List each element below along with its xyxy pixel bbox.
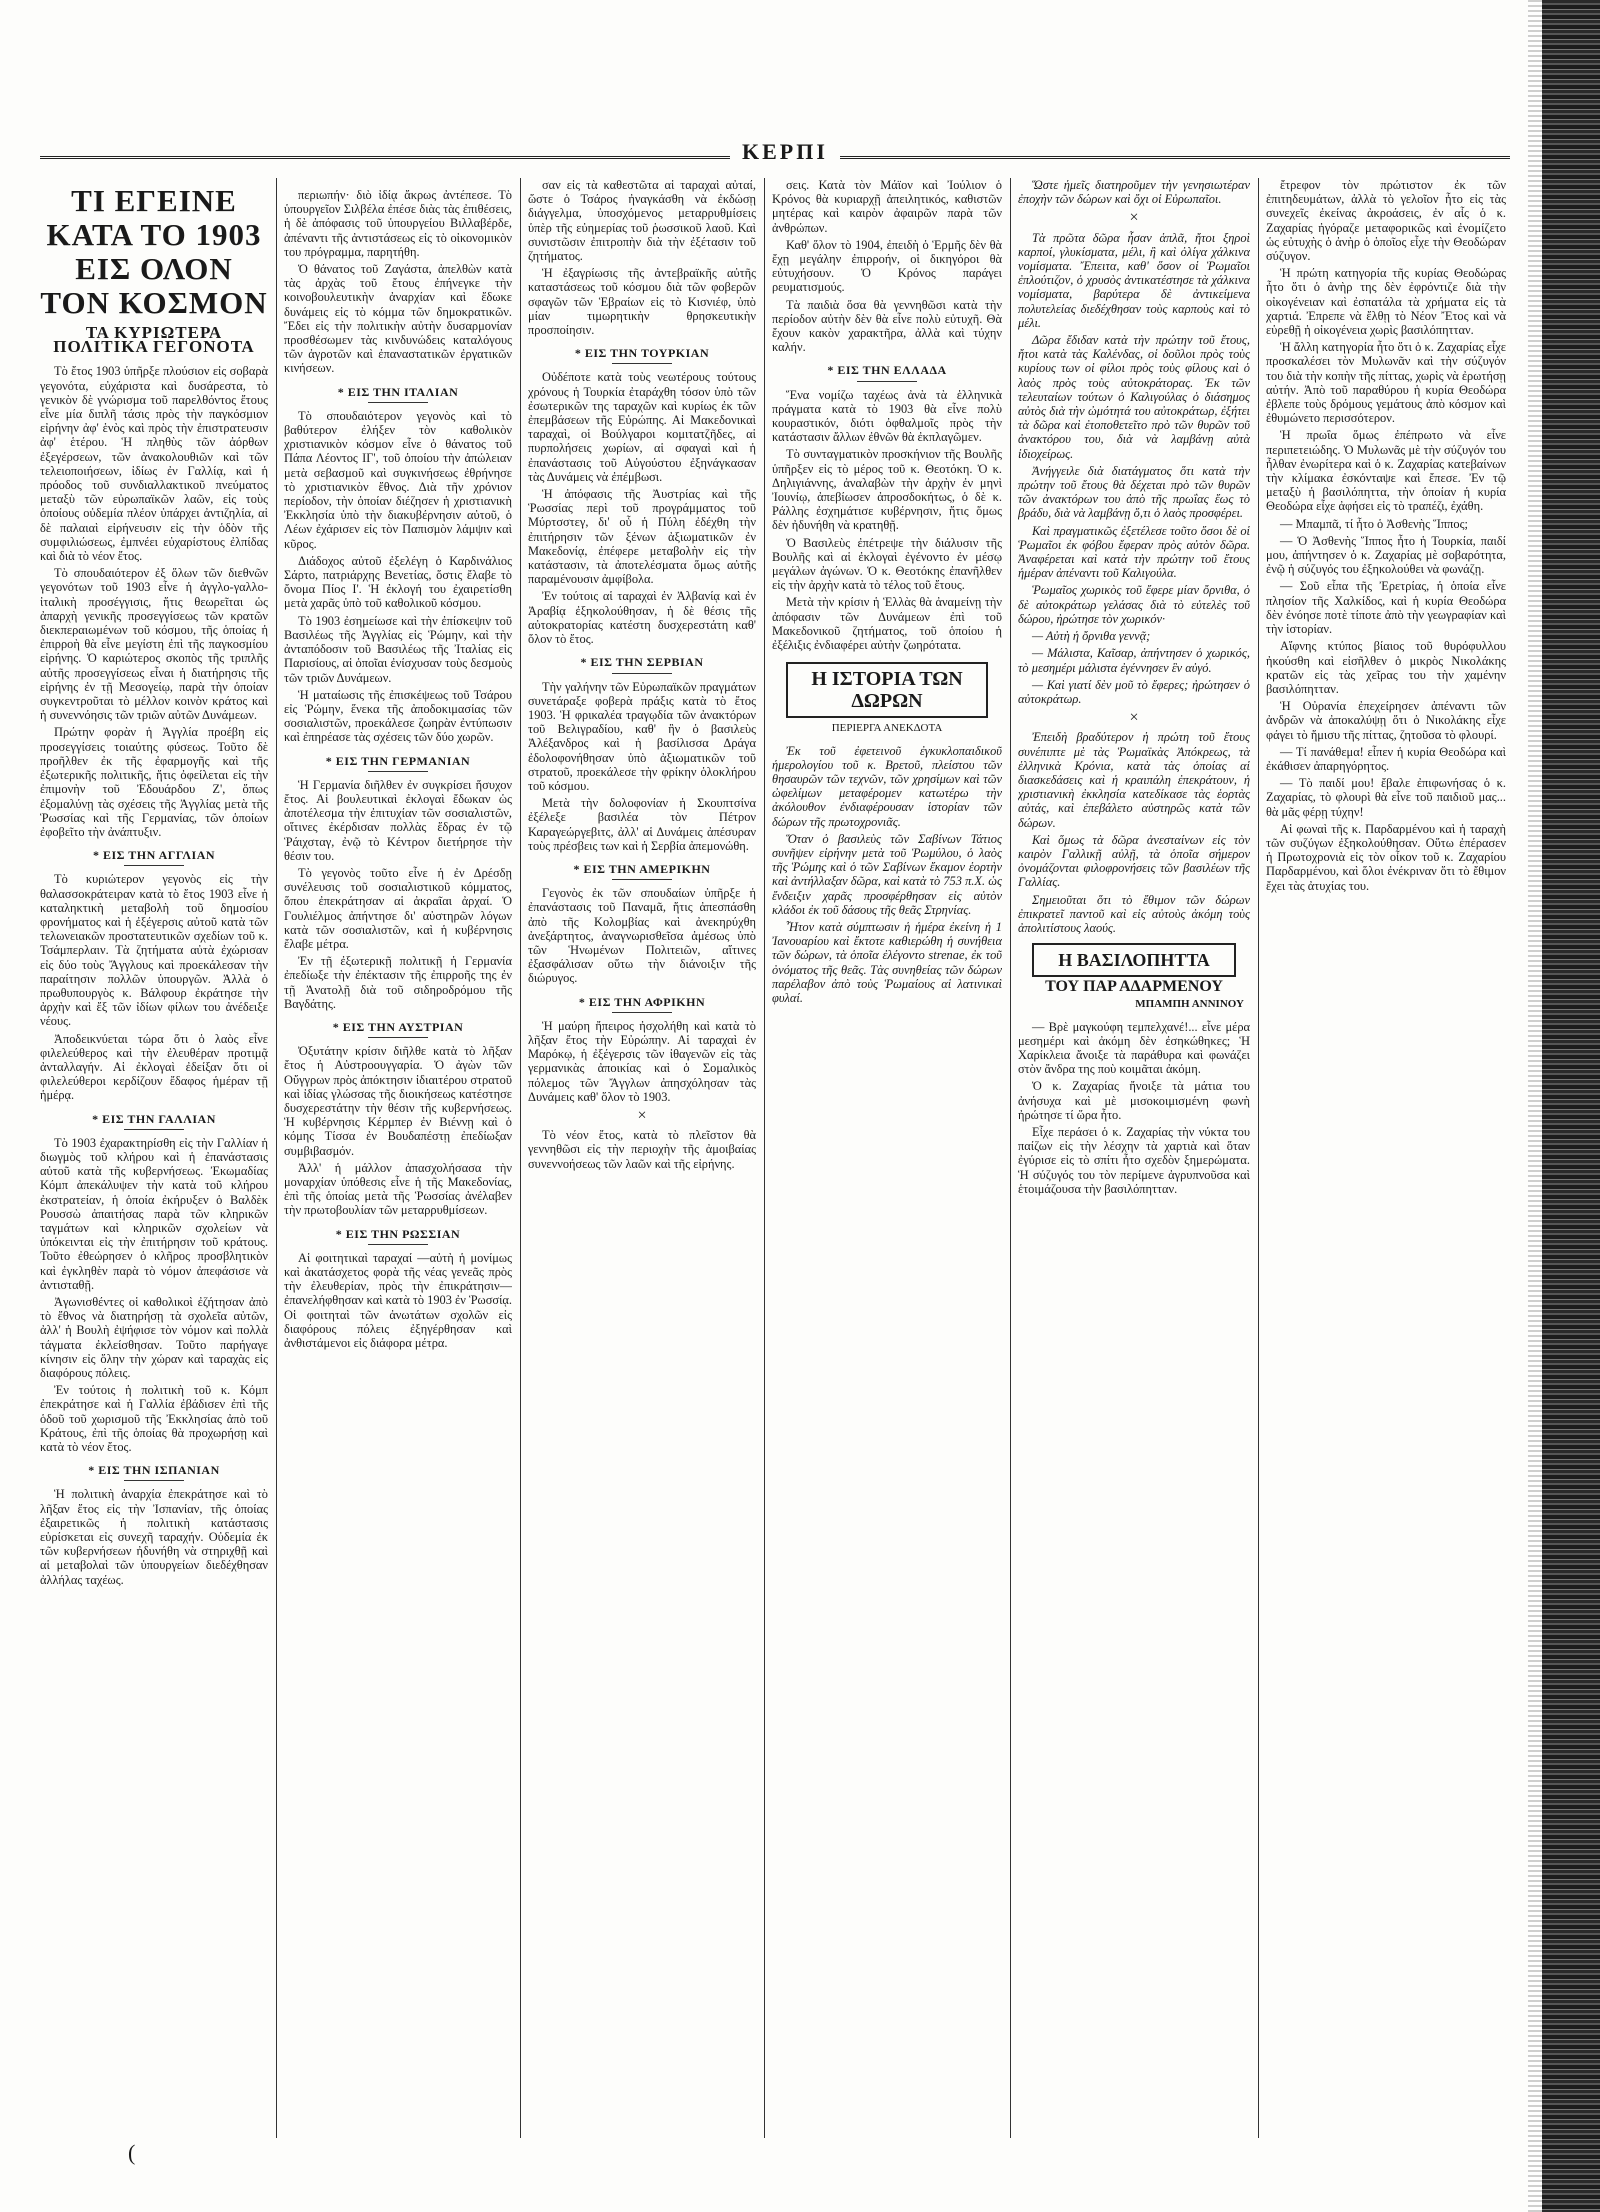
- column-divider: [764, 178, 765, 2138]
- paragraph: — Καὶ γιατί δὲν μοῦ τὸ ἔφερες; ἠρώτησεν ὁ αὐτοκράτωρ.: [1018, 677, 1250, 706]
- paragraph: — Μπαμπᾶ, τί ἦτο ὁ Ἀσθενὴς Ἵππος;: [1280, 516, 1468, 531]
- paragraph: Αἴφνης κτύπος βίαιος τοῦ θυρόφυλλου ἠκούσθη καὶ εἰσῆλθεν ὁ μικρὸς Νικολάκης κρατῶν εἰς τὰς χεῖρας του τὴν χαμένην βασιλόπητταν.: [1266, 639, 1506, 696]
- paragraph: Τὰ πρῶτα δῶρα ἦσαν ἁπλᾶ, ἤτοι ξηροὶ καρποί, γλυκίσματα, μέλι, ἢ καὶ ὀλίγα χάλκινα νομίσματα. Ἔπειτα, καθ' ὅσον οἱ Ῥωμαῖοι ἐπλούτιζον, ὁ χρυσὸς ἀντικατέστησε τὰ χάλκινα νομίσματα, βαρύτερα δὲ ἀντικείμενα πολυτελείας διεδέχθησαν τοὺς καρποὺς καὶ τὸ μέλι.: [1018, 230, 1250, 330]
- paragraph: Ἀποδεικνύεται τώρα ὅτι ὁ λαὸς εἶνε φιλελεύθερος καὶ τὴν ἐλευθέραν προτιμᾷ ἀνταλλαγήν. Αἱ ἐκλογαὶ ἐδείξαν ὅτι οἱ φιλελεύθεροι κερδίζουν ἔδαφος ἡμέραν τῇ ἡμέρᾳ.: [40, 1031, 268, 1103]
- story-title-line2: ΤΟΥ ΠΑΡ ΑΔΑΡΜΕΝΟΥ: [1045, 978, 1223, 996]
- paragraph: — Αὐτὴ ἡ ὄρνιθα γεννᾷ;: [1032, 629, 1151, 644]
- page-edge-shadow: [1528, 0, 1542, 2212]
- section-heading-greece: * ΕΙΣ ΤΗΝ ΕΛΛΑΔΑ: [772, 363, 1002, 381]
- paragraph: σαν εἰς τὰ καθεστῶτα αἱ ταραχαὶ αὐταί, ὥστε ὁ Τσάρος ἠναγκάσθη νὰ ἐκδώσῃ διάγγελμα, ὑποσχόμενος μεταρρυθμίσεις ὑπὲρ τῆς εὐημερίας τοῦ ῥωσσικοῦ λαοῦ. Καὶ συνιστῶσιν ἐπιτροπὴν διὰ τὴν ἐξέτασιν τοῦ ζητήματος.: [528, 178, 756, 264]
- story-byline: ΜΠΑΜΠΗ ΑΝΝΙΝΟΥ: [1135, 998, 1244, 1011]
- paragraph: Μετὰ τὴν δολοφονίαν ἡ Σκουπτσίνα ἐξέλεξε βασιλέα τὸν Πέτρον Καραγεώργεβιτς, ἀλλ' αἱ Δυνάμεις ἀπέσυραν τοὺς πρέσβεις των καὶ ἡ Σερβία ἀπεμονώθη.: [528, 796, 756, 853]
- paragraph: Ἡ ἄλλη κατηγορία ἦτο ὅτι ὁ κ. Ζαχαρίας εἶχε προσκαλέσει τὸν Μυλωνᾶν καὶ τὴν σύζυγόν του διὰ τὴν κοπὴν τῆς πίττας, χωρὶς νὰ ἐρωτήσῃ αὐτήν. Ἀπὸ τοῦ παραθύρου ἡ κυρία Θεοδώρα ἐβλεπε τοὺς δρόμους γεμάτους ἀπὸ κόσμον καὶ ἐθυμώνετο περισσότερον.: [1266, 340, 1506, 426]
- column-2: [284, 188, 512, 2148]
- separator-cross: ×: [1129, 709, 1139, 727]
- column-divider: [1258, 178, 1259, 2138]
- paragraph: Ῥωμαῖος χωρικὸς τοῦ ἔφερε μίαν ὄρνιθα, ὁ δὲ αὐτοκράτωρ γελάσας διὰ τὸ εὐτελὲς τοῦ δώρου, ἠρώτησε τὸν χωρικόν·: [1018, 583, 1250, 626]
- paragraph: Ὅταν ὁ βασιλεὺς τῶν Σαβίνων Τάτιος συνῆψεν εἰρήνην μετὰ τοῦ Ῥωμύλου, ὁ λαὸς τῆς Ῥώμης καὶ ὁ τῶν Σαβίνων ἔκαμον ἑορτὴν καὶ ἀντήλλαξαν δῶρα, καὶ κατὰ τὸ 753 π.Χ. ὡς ἔνδειξιν χαρᾶς προσφέρθησαν εἰς αὐτὸν κλάδοι ἐκ τοῦ δάσους τῆς θεᾶς Στρηνίας.: [772, 831, 1002, 917]
- masthead-title: ΚΕΡΠΙ: [730, 139, 840, 165]
- paragraph: Ἐπειδὴ βραδύτερον ἡ πρώτη τοῦ ἔτους συνέπιπτε μὲ τὰς Ῥωμαϊκὰς Ἀπόκρεως, τὰ ἑλληνικὰ Κρόνια, κατὰ τὰς ὁποίας αἱ διασκεδάσεις καὶ ἡ κραιπάλη ἐπεκράτουν, ἡ χριστιανικὴ ἐκκλησία κατεδίκασε τὰς ἑορτὰς αὐτάς, καὶ ἐπεβάλετο αὐστηρῶς κατὰ τῶν δώρων.: [1018, 730, 1250, 830]
- paragraph: Ἐν τῇ ἐξωτερικῇ πολιτικῇ ἡ Γερμανία ἐπεδίωξε τὴν ἐπέκτασιν τῆς ἐπιρροῆς της ἐν τῇ Ἀνατολῇ διὰ τοῦ σιδηροδρόμου τῆς Βαγδάτης.: [284, 954, 512, 1011]
- paragraph: Ἡ ματαίωσις τῆς ἐπισκέψεως τοῦ Τσάρου εἰς Ῥώμην, ἕνεκα τῆς ἀποδοκιμασίας τῶν σοσιαλιστῶν, προεκάλεσε ζωηρὰν ἐντύπωσιν καὶ ἐπηρέασε τὰς σχέσεις τῶν δύο χωρῶν.: [284, 687, 512, 745]
- paragraph: Τὸ κυριώτερον γεγονὸς εἰς τὴν θαλασσοκράτειραν κατὰ τὸ ἔτος 1903 εἶνε ἡ καταληκτικὴ μεταβολὴ τοῦ δημοσίου φρονήματος καὶ ἡ ἐξέγερσις αὐτοῦ κατὰ τῶν τελωνειακῶν προστατευτικῶν σχεδίων τοῦ κ. Τσάμπερλαιν. Τὰ ζητήματα αὐτὰ ἐχώρισαν εἰς δύο τοὺς Ἄγγλους καὶ προεκάλεσαν τὴν παραίτησιν πολλῶν ὑπουργῶν. Ἀλλὰ ὁ πρωθυπουργὸς κ. Βάλφουρ ἐκράτησε τὴν ἀρχὴν καὶ ἔξ τῶν ἰδίων φίλων του ἀνέδειξε νέους.: [40, 872, 268, 1029]
- paragraph: Ἀγωνισθέντες οἱ καθολικοὶ ἐζήτησαν ἀπὸ τὸ ἔθνος νὰ διατηρήσῃ τὰ σχολεῖα αὐτῶν, ἀλλ' ἡ Βουλὴ ἐψήφισε τὸν νόμον καὶ πολλὰ τάγματα ἐκλείσθησαν. Τοῦτο παρήγαγε κίνησιν εἰς ὅλην τὴν χώραν καὶ ταραχὰς εἰς διαφόρους πόλεις.: [40, 1295, 268, 1381]
- paragraph: Εἶχε περάσει ὁ κ. Ζαχαρίας τὴν νύκτα του παίζων εἰς τὴν λέσχην τὰ χαρτιὰ καὶ ὅταν ἐγύρισε εἰς τὸ σπίτι ἦτο σχεδὸν ξημερώματα. Ἡ σύζυγός του τὸν περίμενε ἀγρυπνοῦσα καὶ ἑτοιμάζουσα τὴν βασιλόπητταν.: [1018, 1124, 1250, 1196]
- paragraph: — Τὸ παιδί μου! ἔβαλε ἐπιφωνήσας ὁ κ. Ζαχαρίας, τὸ φλουρὶ θὰ εἶνε τοῦ παιδιοῦ μας... θὰ μᾶς φέρῃ τύχην!: [1266, 776, 1506, 819]
- section-heading-austria: * ΕΙΣ ΤΗΝ ΑΥΣΤΡΙΑΝ: [284, 1020, 512, 1038]
- paragraph: Τὸ 1903 ἐχαρακτηρίσθη εἰς τὴν Γαλλίαν ἡ διωγμὸς τοῦ κλήρου καὶ ἡ ἐπανάστασις αὐτοῦ κατὰ τῆς κυβερνήσεως. Ἐκωμαδίας Κόμπ ἀπεκάλυψεν τὴν κατὰ τοῦ κλήρου ἐκστρατείαν, ἡ ὁποία ἐκήρυξεν ὁ Βαλδὲκ Ρουσσὼ ἀπαιτήσας παρὰ τῶν κληρικῶν ταγμάτων καὶ κληρικῶν σχολείων νὰ ὑπόκεινται εἰς τὴν ἐπιτήρησιν τοῦ κράτους. Τοῦτο ἐθεώρησεν ὁ κλῆρος προσβλητικὸν καὶ ἐγκληθὲν παρὰ τὸ νόμον ἀπεφάσισε νὰ ἀντισταθῇ.: [40, 1135, 268, 1292]
- gifts-article-body: [772, 744, 1002, 1006]
- paragraph: Ἡ πρωΐα ὅμως ἐπέπρωτο νὰ εἶνε περιπετειώδης. Ὁ Μυλωνᾶς μὲ τὴν σύζυγόν του ἦλθαν ἐνωρίτερα καὶ ὁ κ. Ζαχαρίας κατεβαίνων τὴν κλίμακα ἐσκόνταψε καὶ ἔπεσε. Ἐν τῷ μεταξὺ ἡ βασιλόπηττα, τὴν ὁποίαν ἡ κυρία Θεοδώρα εἶχε ἀφήσει εἰς τὸ τραπέζι, ἐχάθη.: [1266, 428, 1506, 514]
- paragraph: Ἀνήγγειλε διὰ διατάγματος ὅτι κατὰ τὴν πρώτην τοῦ ἔτους θὰ δέχεται πρὸ τῶν θυρῶν τῶν ἀνακτόρων του ἀπὸ τῆς πρωΐας ἕως τὸ βράδυ, διὰ νὰ λαμβάνῃ ὅ,τι ὁ λαὸς προσφέρει.: [1018, 463, 1250, 521]
- paragraph: Αἱ φοιτητικαὶ ταραχαί —αὐτὴ ἡ μονίμως καὶ ἀκατάσχετος φορὰ τῆς νέας γενεᾶς πρὸς τὴν ἐλευθερίαν, πρὸς τὴν ἐπικράτησιν— ἐπανελήφθησαν καὶ κατὰ τὸ 1903 ἐν Ῥωσσίᾳ. Οἱ φοιτηταὶ τῶν ἀνωτάτων σχολῶν εἰς διαφόρους πόλεις ἐξηγέρθησαν καὶ ἀνθιστάμενοι εἰς διάφορα μέτρα.: [284, 1250, 512, 1351]
- masthead: [40, 139, 1510, 169]
- paragraph: Ἀλλ' ἡ μάλλον ἀπασχολήσασα τὴν μοναρχίαν ὑπόθεσις εἶνε ἡ τῆς Μακεδονίας, ἐπὶ τῆς ὁποίας μετὰ τῆς Ῥωσσίας ἀνέλαβεν τὴν πρωτοβουλίαν τῶν μεταρρυθμίσεων.: [284, 1160, 512, 1218]
- paragraph: Ἡ μαύρη ἤπειρος ἠσχολήθη καὶ κατὰ τὸ λῆξαν ἔτος τὴν Εὐρώπην. Αἱ ταραχαὶ ἐν Μαρόκῳ, ἡ ἐξέγερσις τῶν ἰθαγενῶν εἰς τὰς γερμανικὰς ἀποικίας καὶ ὁ Σομαλικὸς πόλεμος τῶν Ἄγγλων ἀπησχόλησαν τὰς Δυνάμεις καθ' ὅλον τὸ 1903.: [528, 1018, 756, 1104]
- paragraph: Σημειοῦται ὅτι τὸ ἔθιμον τῶν δώρων ἐπικρατεῖ παντοῦ καὶ εἰς αὐτοὺς ἀκόμη τοὺς ἀπολιτίστους λαούς.: [1018, 892, 1250, 935]
- column-5: [1018, 178, 1250, 2138]
- paragraph: Πρώτην φορὰν ἡ Ἀγγλία προέβη εἰς προσεγγίσεις τοιαύτης φύσεως. Τοῦτο δὲ προῆλθεν ἐκ τῆς ἐφαρμογῆς καὶ τῆς ἐξωτερικῆς πολιτικῆς, ἥτις ὀφείλεται εἰς τὴν ἐπιμονὴν τοῦ Ἐδουάρδου Ζ', ὅπως ἐξομαλύνῃ τὰς σχέσεις τῆς Ἀγγλίας μετὰ τῆς Ῥωσσίας καὶ τῆς Γερμανίας, τῶν ὁποίων ἐφοβεῖτο τὴν ἀνάπτυξιν.: [40, 725, 268, 839]
- paragraph: Τὰ παιδιὰ ὅσα θὰ γεννηθῶσι κατὰ τὴν περίοδον αὐτὴν δὲν θὰ εἶνε πολὺ εὐτυχῆ. Θὰ ἔχουν κακὸν χαρακτῆρα, ἀλλὰ καὶ τύχην καλήν.: [772, 297, 1002, 355]
- separator-cross: ×: [1129, 209, 1139, 227]
- paragraph: Τὸ σπουδαιότερον ἐξ ὅλων τῶν διεθνῶν γεγονότων τοῦ 1903 εἶνε ἡ ἀγγλο-γαλλο-ἰταλικὴ προσέγγισις, ἥτις θεωρεῖται ὡς ἀπαρχὴ γενικῆς προσεγγίσεως τῶν κρατῶν διεκπεραιωμένων τοῦ κόσμου, τῆς ὁποίας ἡ ἐπιρροὴ θὰ εἶνε μεγίστη ἐπὶ τῆς παγκοσμίου εἰρήνης. Ὁ καριώτερος σκοπὸς τῆς τριπλῆς αὐτῆς προσεγγίσεως εἶναι ἡ διατήρησις τῆς εἰρήνης ἐν τῇ Μεσογείῳ, παρὰ τὴν ὁποίαν συγκεντροῦται τὸ μέλλον κοινὸν κράτος καὶ ἡ συνεννόησις τῶν τριῶν αὐτῶν Δυνάμεων.: [40, 566, 268, 723]
- paragraph: Καὶ πραγματικῶς ἐξετέλεσε τοῦτο ὅσοι δὲ οἱ Ῥωμαῖοι ἐκ φόβου ἔφεραν πρὸς αὐτὸν δῶρα. Ἀναφέρεται καὶ κατὰ τὴν πρώτην τοῦ ἔτους ἡμέραν ἀπέναντι τοῦ Καλιγούλα.: [1018, 523, 1250, 581]
- main-subheadline: ΤΑ ΚΥΡΙΩΤΕΡΑ ΠΟΛΙΤΙΚΑ ΓΕΓΟΝΟΤΑ: [53, 323, 255, 357]
- paragraph: Δῶρα ἔδιδαν κατὰ τὴν πρώτην τοῦ ἔτους, ἤτοι κατὰ τὰς Καλένδας, οἱ δοῦλοι πρὸς τοὺς κυρίους των οἱ φίλοι πρὸς τοὺς φίλους καὶ ὁ λαὸς πρὸς τοὺς αὐτοκράτορας. Ἐκ τῶν τελευταίων τούτων ὁ Καλιγούλας ὁ διάσημος αὐτὸς διὰ τὴν ὠμότητά του αὐτοκράτωρ, ἐξήτει τὰ δῶρα καὶ ἐτοποθετεῖτο πρὸ τῶν θυρῶν τοῦ ἀνακτόρου του, διὰ νὰ λαμβάνῃ αὐτὰ ἰδιοχείρως.: [1018, 333, 1250, 461]
- paragraph: — Μάλιστα, Καῖσαρ, ἀπήντησεν ὁ χωρικός, τὸ μεσημέρι μάλιστα ἐγέννησεν ἓν αὐγό.: [1018, 646, 1250, 675]
- paragraph: Διάδοχος αὐτοῦ ἐξελέγη ὁ Καρδινάλιος Σάρτο, πατριάρχης Βενετίας, ὅστις ἔλαβε τὸ ὄνομα Πίος Ι'. Ἡ ἐκλογή του ἐχαιρετίσθη μετὰ χαρᾶς ὑπὸ τοῦ καθολικοῦ κόσμου.: [284, 553, 512, 611]
- paragraph: Καθ' ὅλον τὸ 1904, ἐπειδὴ ὁ Ἑρμῆς δὲν θὰ ἔχῃ μεγάλην ἐπιρροήν, οἱ δικηγόροι θὰ εὐτυχήσουν. Ὁ Κρόνος παράγει ρευματισμούς.: [772, 237, 1002, 295]
- paragraph: Τὸ συνταγματικὸν προσκήνιον τῆς Βουλῆς ὑπῆρξεν εἰς τὸ μέρος τοῦ κ. Θεοτόκη. Ὁ κ. Δηλιγιάννης, ἀναλαβὼν τὴν ἀρχὴν ἐν μηνὶ Ἰουνίῳ, ἀπεβίωσεν ἀπροσδοκήτως, ὁ δὲ κ. Ράλλης ἐσχημάτισε κυβέρνησιν, ἥτις ὅμως δὲν ἠδυνήθη νὰ κρατηθῇ.: [772, 447, 1002, 533]
- section-heading-serbia: * ΕΙΣ ΤΗΝ ΣΕΡΒΙΑΝ: [528, 655, 756, 673]
- section-heading-africa: * ΕΙΣ ΤΗΝ ΑΦΡΙΚΗΝ: [528, 995, 756, 1013]
- column-divider: [276, 178, 277, 2138]
- paragraph: — Βρὲ μαγκούφη τεμπελχανέ!... εἶνε μέρα μεσημέρι καὶ ἀκόμη δὲν ἐσηκώθηκες; Ἡ Χαρίκλεια ἄνοιξε τὰ παράθυρα καὶ φωνάζει στὸν ἄνδρα της ποὺ κοιμᾶται ἀκόμη.: [1018, 1019, 1250, 1077]
- paragraph: Τὴν γαλήνην τῶν Εὐρωπαϊκῶν πραγμάτων συνετάραξε φοβερὰ πράξις κατὰ τὸ ἔτος 1903. Ἡ φρικαλέα τραγῳδία τῶν ἀνακτόρων τοῦ Βελιγραδίου, καθ' ἣν ὁ βασιλεὺς Ἀλέξανδρος καὶ ἡ βασίλισσα Δράγα ἐδολοφονήθησαν ὑπὸ ἀξιωματικῶν τοῦ στρατοῦ, προεκάλεσε τὴν φρίκην ὁλοκλήρου τοῦ κόσμου.: [528, 679, 756, 793]
- paragraph: Ἐκ τοῦ ἐφετεινοῦ ἐγκυκλοπαιδικοῦ ἡμερολογίου τοῦ κ. Βρετοῦ, πλείστου τῶν θησαυρῶν τῶν τεχνῶν, τῶν χρησίμων καὶ τῶν ὠφελίμων μεταφέρομεν κατωτέρω τὴν ἀκόλουθον ἐνδιαφέρουσαν ἱστορίαν τῶν δώρων τῆς πρωτοχρονιᾶς.: [772, 743, 1002, 829]
- paragraph: Ὁ κ. Ζαχαρίας ἤνοιξε τὰ μάτια του ἀνήσυχα καὶ μὲ μισοκοιμισμένη φωνὴ ἠρώτησε τί ὥρα ἦτο.: [1018, 1079, 1250, 1122]
- paragraph: Ἡ ἐξαγρίωσις τῆς ἀντεβραϊκῆς αὐτῆς καταστάσεως τοῦ κόσμου διὰ τῶν φοβερῶν σφαγῶν τῶν Ἑβραίων εἰς τὸ Κισνιέφ, ὑπὸ μίαν τιμωρητικὴν θρησκευτικὴν προσποίησιν.: [528, 266, 756, 338]
- paragraph: Τὸ σπουδαιότερον γεγονὸς καὶ τὸ βαθύτερον ἐλήξεν τὸν καθολικὸν χριστιανικὸν κόσμον εἶνε ὁ θάνατος τοῦ Πάπα Λέοντος ΙΓ', τοῦ ὁποίου τὴν ἀπώλειαν μετὰ σεβασμοῦ καὶ συγκινήσεως ἐθρήνησε τὸ χριστιανικὸν ἔθνος. Διὰ τῆν χρόνιον περίοδον, τὴν ὁποίαν διέζησεν ἡ χριστιανικὴ Ἐκκλησία ὑπὸ τὴν διακυβέρνησιν αὐτοῦ, ὁ Λέων ἐχάρισεν εἰς τὸν Παπισμὸν λάμψιν καὶ κῦρος.: [284, 408, 512, 551]
- column-6: [1266, 178, 1506, 2138]
- paragraph: Τὸ νέον ἔτος, κατὰ τὸ πλεῖστον θὰ γεννηθῶσι εἰς τὴν περιοχὴν τῆς ἀμοιβαίας συνεννοήσεως τῶν λαῶν καὶ τῆς εἰρήνης.: [528, 1128, 756, 1171]
- paragraph: σεις. Κατὰ τὸν Μάϊον καὶ Ἰούλιον ὁ Κρόνος θὰ κυριαρχῇ ἀπειλητικός, καθιστῶν μητέρας καὶ καιρὸν ἀφαιρῶν παρὰ τῶν ἀνθρώπων.: [772, 178, 1002, 235]
- paragraph: Ἕνα νομίζω ταχέως ἀνὰ τὰ ἑλληνικὰ πράγματα κατὰ τὸ 1903 θὰ εἶνε πολὺ κουραστικόν, διότι ὀφθαλμοῖς πρὸς τὴν κατάστασιν ἄλλων ἐθνῶν θὰ ἐκπλαγῶμεν.: [772, 387, 1002, 445]
- section-heading-russia: * ΕΙΣ ΤΗΝ ΡΩΣΣΙΑΝ: [284, 1227, 512, 1245]
- column-3: [528, 178, 756, 2138]
- paragraph: Ἐν τούτοις αἱ ταραχαὶ ἐν Ἀλβανίᾳ καὶ ἐν Ἀραβίᾳ ἐξηκολούθησαν, ἡ δὲ θέσις τῆς αὐτοκρατορίας κατέστη δυσχερεστάτη καθ' ὅλον τὸ ἔτος.: [528, 589, 756, 647]
- paragraph: περιωπήν· διὸ ἰδίᾳ ἄκρως ἀντέπεσε. Τὸ ὑπουργεῖον Σιλβέλα ἐπέσε διὰς τὰς ἐπιθέσεις, ἡ δὲ ἀπόφασις τοῦ ὑπουργείου Βιλλαβέρδε, ἀπέναντι τῆς ἀντιστάσεως εἰς τὸ οἰκονομικὸν του πρόγραμμα, παρητήθη.: [284, 188, 512, 259]
- paragraph: Τὸ γεγονὸς τοῦτο εἶνε ἡ ἐν Δρέσδῃ συνέλευσις τοῦ σοσιαλιστικοῦ κόμματος, ὅπου ἐπεκράτησαν αἱ ἀκραῖαι ἀρχαί. Ὁ Γουλιέλμος ἀπήντησε δι' αὐστηρῶν λόγων κατὰ τῶν σοσιαλιστῶν, καὶ ἡ κυβέρνησις ἔλαβε μέτρα.: [284, 865, 512, 951]
- paragraph: ἔτρεφον τὸν πρώτιστον ἐκ τῶν ἐπιτηδευμάτων, ἀλλὰ τὸ γελοῖον ἦτο εἰς τὰς συνεχεῖς ἐκείνας ἀκροάσεις, ἐν αἷς ὁ κ. Ζαχαρίας ἠγόραζε μεταφορικῶς καὶ ἐνομίζετο ὡς εὐτυχὴς ὁ ἀνὴρ ὁ ὁποῖος εἶχε τὴν Θεοδώραν σύζυγον.: [1266, 178, 1506, 264]
- scanned-page-edge: [1542, 0, 1600, 2212]
- column-4: [772, 178, 1002, 2138]
- paragraph: Καὶ ὅμως τὰ δῶρα ἀνεσταίνων εἰς τὸν καιρὸν Γαλλικῇ αὐλῇ, τὰ ὁποῖα σήμερον ὀνομάζονται φιλοφρονήσεις τῶν βασιλέων τῆς Γαλλίας.: [1018, 832, 1250, 890]
- paragraph: Ὁ θάνατος τοῦ Ζαγάστα, ἀπελθὼν κατὰ τὰς ἀρχὰς τοῦ ἔτους ἐπήνεγκε τὴν κοινοβουλευτικὴν ἀναρχίαν καὶ ἔδωκε δυνάμεις εἰς τὸ κόμμα τῶν δημοκρατικῶν. Ἔδει εἰς τὴν πολιτικὴν αὐτὴν δυσαρμονίαν προσθέσωμεν τὰς κινδυνώδεις καταλόγους τῶν ἀγροτῶν καὶ ἐπαναστατικῶν ἐργατικῶν κινήσεων.: [284, 262, 512, 376]
- paragraph: — Ὁ Ἀσθενὴς Ἵππος ἦτο ἡ Τουρκία, παιδί μου, ἀπήντησεν ὁ κ. Ζαχαρίας μὲ σοβαρότητα, ἐνῷ ἡ σύζυγός του ἐξηκολούθει νὰ φωνάζῃ.: [1266, 533, 1506, 577]
- column-divider: [520, 178, 521, 2138]
- main-headline-line2: ΕΙΣ ΟΛΟΝ ΤΟΝ ΚΟΣΜΟΝ: [40, 251, 268, 320]
- paragraph: Γεγονὸς ἐκ τῶν σπουδαίων ὑπῆρξε ἡ ἐπανάστασις τοῦ Παναμᾶ, ἥτις ἀπεσπάσθη ἀπὸ τῆς Κολομβίας καὶ ἀνεκηρύχθη ἀνεξάρτητος, ἀναγνωρισθεῖσα ἀμέσως ὑπὸ τῶν Ἡνωμένων Πολιτειῶν, αἵτινες ἐξασφάλισαν οὕτω τὴν διάνοιξιν τῆς διώρυγος.: [528, 886, 756, 986]
- column-divider: [1010, 178, 1011, 2138]
- paragraph: Ἦτον κατὰ σύμπτωσιν ἡ ἡμέρα ἐκείνη ἡ 1 Ἰανουαρίου καὶ ἔκτοτε καθιερώθη ἡ συνήθεια τῶν δώρων, τὰ ὁποῖα ἐλέγοντο strenae, ἐκ τοῦ ὀνόματος τῆς θεᾶς. Τὰς συνηθείας τῶν δώρων παρέλαβον ἀπὸ τοὺς Ῥωμαίους αἱ λατινικαὶ φυλαί.: [772, 919, 1002, 1005]
- main-headline-line1: ΤΙ ΕΓΕΙΝΕ ΚΑΤΑ ΤΟ 1903: [46, 183, 262, 252]
- paragraph: Ἐν τούτοις ἡ πολιτικὴ τοῦ κ. Κόμπ ἐπεκράτησε καὶ ἡ Γαλλία ἐβάδισεν ἐπὶ τῆς ὁδοῦ τοῦ χωρισμοῦ τῆς Ἐκκλησίας ἀπὸ τοῦ Κράτους, ἐπὶ τῆς ὁποίας θὰ προχωρήσῃ καὶ κατὰ τὸ νέον ἔτος.: [40, 1383, 268, 1455]
- section-heading-germany: * ΕΙΣ ΤΗΝ ΓΕΡΜΑΝΙΑΝ: [284, 754, 512, 772]
- paragraph: Ἡ Γερμανία διῆλθεν ἐν συγκρίσει ἥσυχον ἔτος. Αἱ βουλευτικαὶ ἐκλογαὶ ἔδωκαν ὡς ἀποτέλεσμα τὴν ἐπιτυχίαν τῶν σοσιαλιστῶν, οἵτινες ἐκέρδισαν πολλὰς ἕδρας ἐν τῷ Ῥάιχσταγ, ἐνῷ τὸ Κέντρον διετήρησε τὴν θέσιν του.: [284, 777, 512, 863]
- article-columns: [40, 178, 1510, 2138]
- paragraph: Ὀξυτάτην κρίσιν διῆλθε κατὰ τὸ λῆξαν ἔτος ἡ Αὐστροουγγαρία. Ὁ ἀγὼν τῶν Οὔγγρων πρὸς ἀπόκτησιν ἰδιαιτέρου στρατοῦ καὶ ἰδίας γλώσσας τῆς διοικήσεως κατέστησε δυσχερεστάτην τὴν θέσιν τῆς κυβερνήσεως. Ἡ κυβέρνησις Κέρμπερ ἐν Βιέννῃ καὶ ὁ κόμης Τίσσα ἐν Βουδαπέστῃ ἐπεδίωξαν συμβιβασμόν.: [284, 1044, 512, 1158]
- paragraph: Ὁ Βασιλεὺς ἐπέτρεψε τὴν διάλυσιν τῆς Βουλῆς καὶ αἱ ἐκλογαὶ ἐγένοντο ἐν μέσῳ μεγάλων ἀγώνων. Ὁ κ. Θεοτόκης ἐπανῆλθεν εἰς τὴν ἀρχὴν κατὰ τὸ τέλος τοῦ ἔτους.: [772, 535, 1002, 593]
- paragraph: Ἡ πολιτικὴ ἀναρχία ἐπεκράτησε καὶ τὸ λῆξαν ἔτος εἰς τὴν Ἰσπανίαν, τῆς ὁποίας ἐξαιρετικῶς ἡ πολιτικὴ κατάστασις εὑρίσκεται εἰς συνεχῆ ταραχήν. Οὐδεμία ἐκ τῶν κυβερνήσεων ἠδυνήθη νὰ στηριχθῇ καὶ αἱ μεταβολαὶ τῶν ὑπουργείων διεδέχθησαν ἀλλήλας ταχέως.: [40, 1487, 268, 1587]
- separator-cross: ×: [637, 1106, 647, 1124]
- paragraph: Οὐδέποτε κατὰ τοὺς νεωτέρους τούτους χρόνους ἡ Τουρκία ἐταράχθη τόσον ὑπὸ τῶν ἐσωτερικῶν της ταραχῶν καὶ κυρίως ἐκ τῶν ἐπεμβάσεων τῆς Εὐρώπης. Αἱ Μακεδονικαὶ ταραχαὶ, οἱ Βούλγαροι κομιτατζῆδες, αἱ πυρπολήσεις χωρίων, αἱ σφαγαὶ καὶ ἡ ἐπανάστασις τοῦ Αὐγούστου ἐξηνάγκασαν τὰς Δυνάμεις νὰ ἐπέμβωσι.: [528, 370, 756, 484]
- page-corner-mark: (: [128, 2140, 136, 2165]
- paragraph: — Σοῦ εἶπα τῆς Ἐρετρίας, ἡ ὁποία εἶνε πλησίον τῆς Χαλκίδος, καὶ ἡ κυρία Θεοδώρα δὲν ἐνόησε ποτὲ τίποτε ἀπὸ τὴν γεωγραφίαν καὶ τὴν ἱστορίαν.: [1266, 579, 1506, 637]
- paragraph: Ἡ πρώτη κατηγορία τῆς κυρίας Θεοδώρας ἦτο ὅτι ὁ ἀνὴρ της δὲν ἐφρόντιζε διὰ τὴν οἰκογένειαν καὶ ἐσπατάλα τὰ χρήματα εἰς τὰ χαρτιά. Ἐπρεπε νὰ ἔλθῃ τὸ Νέον Ἔτος καὶ νὰ εὑρεθῇ ἡ οἰκογένεια χωρὶς βασιλόπητταν.: [1266, 266, 1506, 338]
- paragraph: Ὥστε ἡμεῖς διατηροῦμεν τὴν γενησιωτέραν ἐποχὴν τῶν δώρων καὶ ὄχι οἱ Εὐρωπαῖοι.: [1018, 178, 1250, 207]
- story-title: Η ΒΑΣΙΛΟΠΗΤΤΑ: [1032, 943, 1236, 977]
- section-heading-spain: * ΕΙΣ ΤΗΝ ΙΣΠΑΝΙΑΝ: [40, 1463, 268, 1481]
- paragraph: Μετὰ τὴν κρίσιν ἡ Ἑλλὰς θὰ ἀναμείνῃ τὴν ἀπόφασιν τῶν Δυνάμεων ἐπὶ τοῦ Μακεδονικοῦ ζητήματος, τοῦ ὁποίου ἡ ἐξέλιξις ἐνδιαφέρει αὐτὴν ζωηρότατα.: [772, 595, 1002, 653]
- section-heading-turkey: * ΕΙΣ ΤΗΝ ΤΟΥΡΚΙΑΝ: [528, 346, 756, 364]
- section-heading-america: * ΕΙΣ ΤΗΝ ΑΜΕΡΙΚΗΝ: [528, 862, 756, 880]
- section-heading-england: * ΕΙΣ ΤΗΝ ΑΓΓΛΙΑΝ: [40, 848, 268, 866]
- gifts-article-subtitle: ΠΕΡΙΕΡΓΑ ΑΝΕΚΔΟΤΑ: [831, 722, 943, 735]
- paragraph: Ἡ Οὐρανία ἐπεχείρησεν ἀπέναντι τῶν ἀνδρῶν νὰ ἀποκαλύψῃ ὅτι ὁ Νικολάκης εἶχε φάγει τὸ ἥμισυ τῆς πίττας, ζητοῦσα τὸ φλουρί.: [1266, 699, 1506, 742]
- paragraph: — Τί πανάθεμα! εἶπεν ἡ κυρία Θεοδώρα καὶ ἐκάθισεν ἀπαρηγόρητος.: [1266, 744, 1506, 773]
- gifts-article-title: Η ΙΣΤΟΡΙΑ ΤΩΝ ΔΩΡΩΝ: [786, 662, 988, 718]
- paragraph: Τὸ 1903 ἐσημείωσε καὶ τὴν ἐπίσκεψιν τοῦ Βασιλέως τῆς Ἀγγλίας εἰς Ῥώμην, καὶ τὴν ἀνταπόδοσιν τοῦ Βασιλέως τῆς Ἰταλίας εἰς Παρισίους, αἱ ὁποῖαι ἐνίσχυσαν τοὺς δεσμοὺς τῶν τριῶν Δυνάμεων.: [284, 613, 512, 685]
- column-1: [40, 178, 268, 2138]
- paragraph: Αἱ φωναὶ τῆς κ. Παρδαρμένου καὶ ἡ ταραχὴ τῶν συζύγων ἐξηκολούθησαν. Οὕτω ἐπέρασεν ἡ Πρωτοχρονιὰ εἰς τὸν οἶκον τοῦ κ. Ζαχαρίου Παρδαρμένου, καὶ ὅλοι ἐνέκριναν ὅτι τὸ ἔθιμον ἔχει τὰς ἀτυχίας του.: [1266, 821, 1506, 893]
- paragraph: Ἡ ἀπόφασις τῆς Ἀυστρίας καὶ τῆς Ῥωσσίας περὶ τοῦ προγράμματος τοῦ Μύρτσστεγ, δι' οὗ ἡ Πύλη ἐδέχθη τὴν ἐπιτήρησιν τῶν ξένων ἀξιωματικῶν ἐν Μακεδονίᾳ, ἐπέφερε μεταβολὴν εἰς τὴν κατάστασιν, τὰ ἀποτελέσματα ὅμως αὐτῆς παραμένουσιν ἀμφίβολα.: [528, 487, 756, 587]
- section-heading-france: * ΕΙΣ ΤΗΝ ΓΑΛΛΙΑΝ: [40, 1112, 268, 1130]
- section-heading-italy: * ΕΙΣ ΤΗΝ ΙΤΑΛΙΑΝ: [284, 385, 512, 403]
- paragraph: Τὸ ἔτος 1903 ὑπῆρξε πλούσιον εἰς σοβαρὰ γεγονότα, εὐχάριστα καὶ δυσάρεστα, τὸ γενικὸν δὲ γνώρισμα τοῦ παρελθόντος ἔτους εἶνε μία διπλῆ τάσις πρὸς τὴν παγκόσμιον εἰρήνην ἀφ' ἑνὸς καὶ πρὸς τὴν ἐπιστρατευσιν ἀφ' ἑτέρου. Ἡ πληθὺς τῶν ἀόρθων ἐξεγέρσεων, τῶν ἀνακολουθιῶν καὶ τῶν τελειοποιήσεων, ἰδίως ἐν Γαλλίᾳ, καὶ ἡ πρόοδος τοῦ συνδιαλλακτικοῦ πνεύματος μεταξὺ τῶν εὐρωπαϊκῶν λαῶν, εἰς τοὺς ὁποίους οὐδεμία πλέον ὑπάρχει ἀντιζηλία, αἱ δὲ παλαιαὶ εἰρήνευσιν εἰς τὴν ὁδὸν τῆς συμφιλιώσεως, ἐμπνέει εὐχαρίστους ἐλπίδας καὶ διὰ τὸ νέον ἔτος.: [40, 364, 268, 564]
- gifts-article-continued: [1018, 178, 1250, 935]
